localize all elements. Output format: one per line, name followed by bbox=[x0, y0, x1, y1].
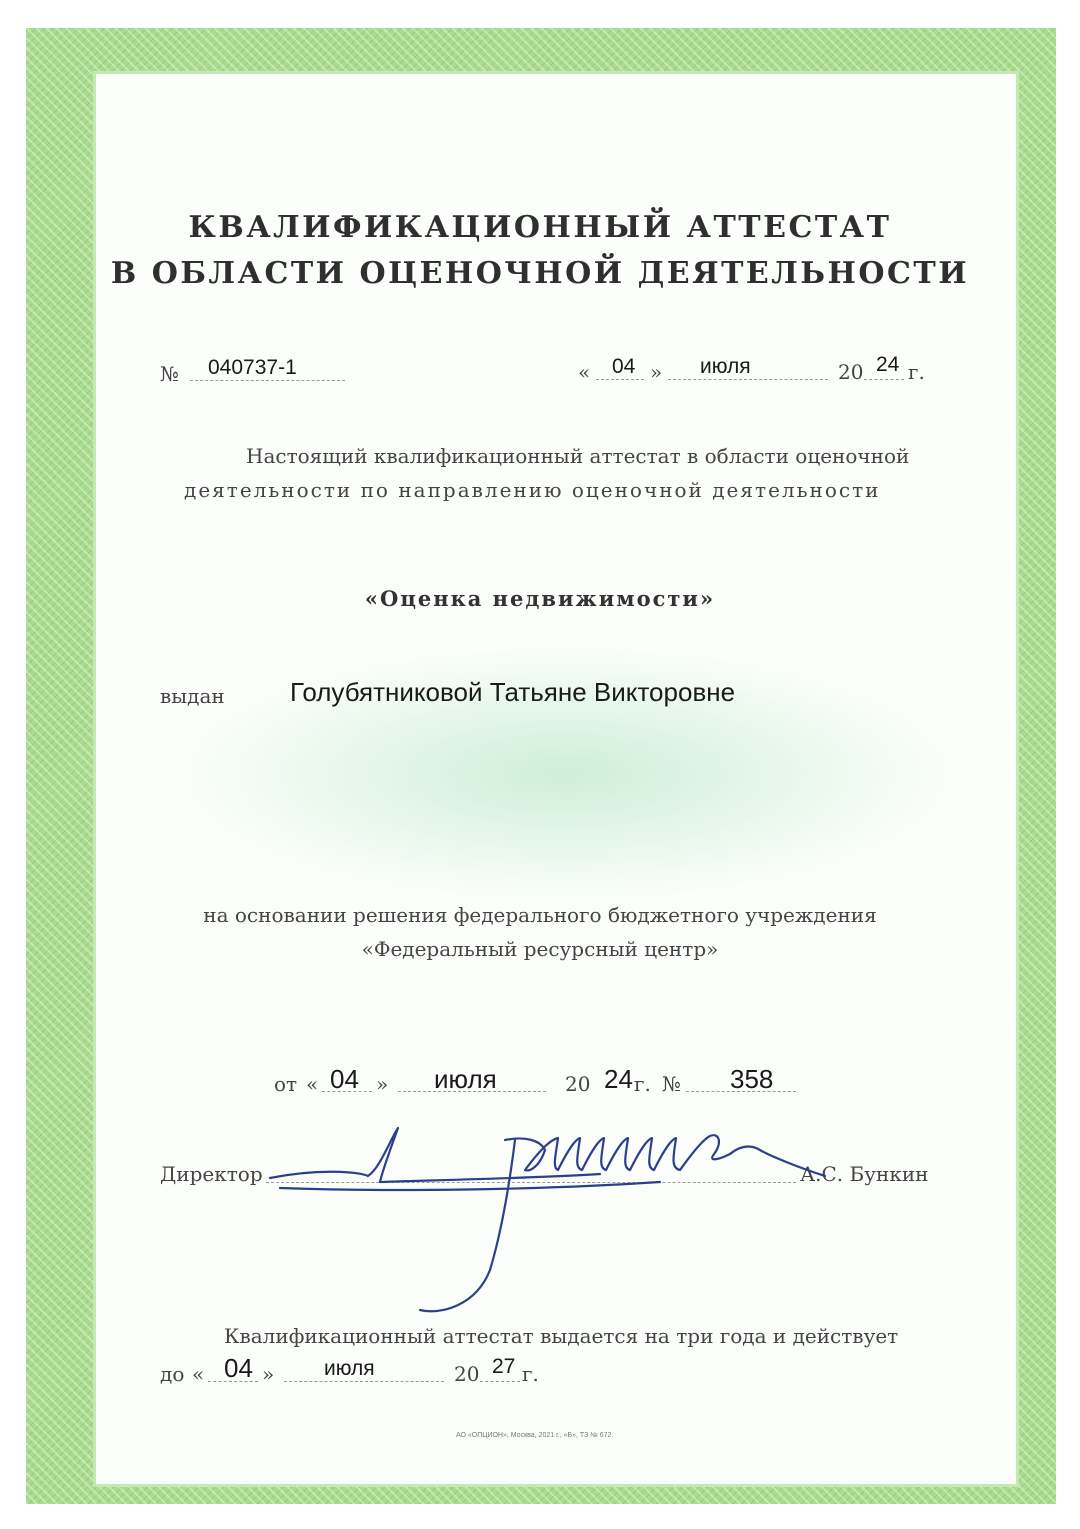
validity-century: 20 bbox=[454, 1362, 480, 1386]
validity-year-underline bbox=[480, 1381, 520, 1382]
intro-line-2: деятельности по направлению оценочной деятельности bbox=[184, 478, 881, 502]
date-day-underline bbox=[596, 379, 644, 380]
validity-day: 04 bbox=[224, 1353, 253, 1383]
decision-day-underline bbox=[322, 1091, 372, 1092]
date-year: 24 bbox=[876, 353, 900, 376]
validity-open-quote: « bbox=[192, 1362, 205, 1386]
decision-close-quote: » bbox=[376, 1072, 389, 1096]
title-line-2: В ОБЛАСТИ ОЦЕНОЧНОЙ ДЕЯТЕЛЬНОСТИ bbox=[110, 256, 970, 291]
decision-year-suffix: г. bbox=[634, 1072, 651, 1096]
signatory-position: Директор bbox=[160, 1162, 263, 1186]
validity-until-label: до bbox=[160, 1362, 185, 1386]
date-month-underline bbox=[668, 379, 828, 380]
decision-number-label: № bbox=[662, 1072, 681, 1096]
decision-open-quote: « bbox=[306, 1072, 319, 1096]
decision-day: 04 bbox=[330, 1064, 359, 1094]
intro-line-1: Настоящий квалификационный аттестат в области оценочной bbox=[246, 444, 910, 468]
date-year-underline bbox=[864, 379, 904, 380]
date-suffix: г. bbox=[908, 360, 925, 384]
validity-line-1: Квалификационный аттестат выдается на три года и действует bbox=[224, 1324, 899, 1348]
decision-month: июля bbox=[434, 1064, 497, 1094]
date-open-quote: « bbox=[578, 360, 591, 384]
decision-from-label: от bbox=[274, 1072, 298, 1096]
decision-number: 358 bbox=[730, 1064, 774, 1094]
signatory-name: А.С. Бункин bbox=[800, 1162, 929, 1186]
issued-label: выдан bbox=[160, 684, 225, 708]
number-label: № bbox=[160, 362, 179, 386]
title-line-1: КВАЛИФИКАЦИОННЫЙ АТТЕСТАТ bbox=[188, 210, 892, 245]
validity-month: июля bbox=[324, 1357, 375, 1380]
number-underline bbox=[190, 380, 345, 381]
printer-imprint: АО «ОПЦИОН», Москва, 2021 г., «Б», ТЗ № 672. bbox=[456, 1432, 614, 1439]
basis-line-2: «Федеральный ресурсный центр» bbox=[361, 937, 719, 961]
date-close-quote: » bbox=[650, 360, 663, 384]
date-century: 20 bbox=[838, 360, 864, 384]
date-day: 04 bbox=[612, 355, 636, 378]
validity-year: 27 bbox=[492, 1355, 516, 1378]
decision-century: 20 bbox=[565, 1072, 591, 1096]
decision-month-underline bbox=[398, 1091, 546, 1092]
basis-line-1: на основании решения федерального бюджетного учреждения bbox=[203, 903, 877, 927]
decision-number-underline bbox=[686, 1091, 796, 1092]
date-month: июля bbox=[700, 355, 751, 378]
validity-day-underline bbox=[208, 1381, 258, 1382]
certificate-number: 040737-1 bbox=[208, 356, 297, 379]
assessment-direction: «Оценка недвижимости» bbox=[364, 586, 716, 611]
handwritten-signature bbox=[240, 1110, 840, 1330]
decision-year: 24 bbox=[604, 1064, 633, 1094]
holder-name: Голубятниковой Татьяне Викторовне bbox=[290, 677, 736, 707]
validity-month-underline bbox=[284, 1381, 444, 1382]
validity-close-quote: » bbox=[262, 1362, 275, 1386]
validity-year-suffix: г. bbox=[522, 1362, 539, 1386]
